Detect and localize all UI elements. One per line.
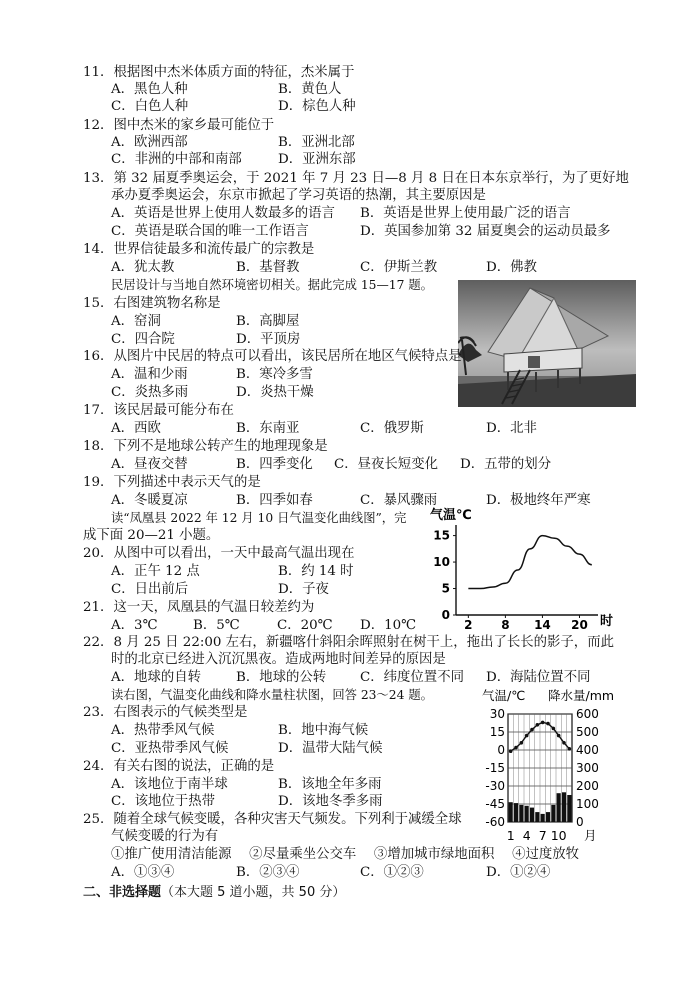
chart2-temp-point <box>557 734 561 738</box>
chart2-precip-tick: 0 <box>576 815 584 829</box>
section-2-note: （本大题 5 道小题，共 50 分） <box>161 885 346 900</box>
chart2-temp-point <box>562 741 566 745</box>
q25-option-a[interactable]: A．①③④ <box>111 865 175 880</box>
section-2-heading: 二、非选择题（本大题 5 道小题，共 50 分） <box>83 885 346 900</box>
q24-option-b[interactable]: B．该地全年多雨 <box>278 777 382 792</box>
q13-option-a[interactable]: A．英语是世界上使用人数最多的语言 <box>111 206 335 221</box>
chart2-precip-bar <box>546 812 550 822</box>
chart2-month-label: 7 <box>538 828 547 843</box>
chart2-precip-bar <box>525 806 529 822</box>
chart2-precip-tick: 500 <box>576 725 599 739</box>
q14-option-d[interactable]: D．佛教 <box>486 260 537 275</box>
temperature-curve-chart <box>426 505 616 633</box>
chart2-temp-tick: -60 <box>485 815 505 829</box>
chart2-month-label: 4 <box>522 828 531 843</box>
q21-option-d[interactable]: D．10℃ <box>360 618 417 633</box>
chart2-temp-point <box>536 723 540 727</box>
intro-20-21: 读“凤凰县 2022 年 12 月 10 日气温变化曲线图”，完 <box>111 511 407 525</box>
chart2-temp-tick: -30 <box>485 779 505 793</box>
chart2-temp-point <box>514 746 518 750</box>
chart2-precip-bar <box>562 792 566 822</box>
intro-20-21-cont: 成下面 20—21 小题。 <box>83 528 220 543</box>
chart2-precip-bar <box>509 802 513 822</box>
q19-option-c[interactable]: C．暴风骤雨 <box>360 493 438 508</box>
q16-option-a[interactable]: A．温和少雨 <box>111 367 188 382</box>
q16-option-d[interactable]: D．炎热干燥 <box>236 385 314 400</box>
chart2-precip-tick: 200 <box>576 779 599 793</box>
q12-option-b[interactable]: B．亚洲北部 <box>278 135 355 150</box>
q19-option-a[interactable]: A．冬暖夏凉 <box>111 493 188 508</box>
q22-stem: 22．8 月 25 日 22:00 左右，新疆喀什斜阳余晖照射在树干上，拖出了长长的影子，而此 <box>83 635 614 650</box>
chart1-xunit: 时 <box>600 614 614 629</box>
q16-option-b[interactable]: B．寒冷多雪 <box>236 367 313 382</box>
intro-23-24: 读右图，气温变化曲线和降水量柱状图，回答 23～24 题。 <box>111 688 433 702</box>
q18-option-b[interactable]: B．四季变化 <box>236 457 313 472</box>
q25-option-d[interactable]: D．①②④ <box>486 865 551 880</box>
q20-option-b[interactable]: B．约 14 时 <box>278 564 354 579</box>
q13-option-d[interactable]: D．英国参加第 32 届夏奥会的运动员最多 <box>360 224 611 239</box>
chart2-precip-bar <box>551 805 555 822</box>
chart2-precip-tick: 400 <box>576 743 599 757</box>
q25-items: ①推广使用清洁能源 ②尽量乘坐公交车 ③增加城市绿地面积 ④过度放牧 <box>111 847 580 862</box>
q11-option-a[interactable]: A．黑色人种 <box>111 82 188 97</box>
stilt-house-image <box>458 280 636 407</box>
q12-option-c[interactable]: C．非洲的中部和南部 <box>111 152 242 167</box>
q15-stem: 15．右图建筑物名称是 <box>83 296 221 311</box>
chart2-temp-point <box>520 741 524 745</box>
q24-option-d[interactable]: D．该地冬季多雨 <box>278 794 383 809</box>
q17-option-a[interactable]: A．西欧 <box>111 421 161 436</box>
chart2-temp-tick: 30 <box>489 707 505 721</box>
chart2-precip-bar <box>535 812 539 822</box>
chart2-precip-bar <box>530 808 534 822</box>
q18-stem: 18．下列不是地球公转产生的地理现象是 <box>83 439 328 454</box>
q16-option-c[interactable]: C．炎热多雨 <box>111 385 189 400</box>
q21-option-a[interactable]: A．3℃ <box>111 618 158 633</box>
chart2-temp-point <box>530 728 534 732</box>
q23-option-c[interactable]: C．亚热带季风气候 <box>111 741 229 756</box>
q17-option-b[interactable]: B．东南亚 <box>236 421 300 436</box>
chart1-xtick-label: 20 <box>571 618 588 632</box>
q16-stem: 16．从图片中民居的特点可以看出，该民居所在地区气候特点是 <box>83 349 462 364</box>
chart2-temp-tick: -15 <box>485 761 505 775</box>
chart2-precip-bar <box>514 803 518 822</box>
chart1-xtick-label: 2 <box>464 618 473 632</box>
chart2-precip-tick: 300 <box>576 761 599 775</box>
q24-option-c[interactable]: C．该地位于热带 <box>111 794 215 809</box>
chart1-temperature-line <box>468 536 591 589</box>
chart2-xunit: 月 <box>584 828 597 843</box>
chart2-temp-point <box>509 749 513 753</box>
q15-option-c[interactable]: C．四合院 <box>111 332 175 347</box>
q15-option-a[interactable]: A．窑洞 <box>111 314 161 329</box>
chart1-ytick-label: 5 <box>441 581 450 596</box>
chart2-temp-tick: -45 <box>485 797 505 811</box>
chart2-temp-tick: 0 <box>497 743 505 757</box>
q11-option-c[interactable]: C．白色人种 <box>111 99 189 114</box>
q15-option-b[interactable]: B．高脚屋 <box>236 314 300 329</box>
q23-option-b[interactable]: B．地中海气候 <box>278 723 369 738</box>
q22-option-b[interactable]: B．地球的公转 <box>236 670 327 685</box>
chart1-xtick-label: 14 <box>534 618 551 632</box>
q14-option-a[interactable]: A．犹太教 <box>111 260 175 275</box>
climograph-chart <box>474 686 624 846</box>
chart2-temp-point <box>525 734 529 738</box>
q22-option-a[interactable]: A．地球的自转 <box>111 670 202 685</box>
chart2-month-label: 10 <box>550 828 567 843</box>
q11-option-b[interactable]: B．黄色人 <box>278 82 342 97</box>
q11-option-d[interactable]: D．棕色人种 <box>278 99 356 114</box>
chart1-ytick-label: 0 <box>441 608 450 622</box>
q14-option-c[interactable]: C．伊斯兰教 <box>360 260 438 275</box>
q19-option-d[interactable]: D．极地终年严寒 <box>486 493 591 508</box>
chart2-temp-point <box>552 727 556 731</box>
q20-stem: 20．从图中可以看出，一天中最高气温出现在 <box>83 546 355 561</box>
q18-option-a[interactable]: A．昼夜交替 <box>111 457 188 472</box>
q25-option-c[interactable]: C．①②③ <box>360 865 424 880</box>
chart2-temp-tick: 15 <box>489 725 505 739</box>
chart1-xtick-label: 8 <box>501 618 510 632</box>
chart1-ytick-label: 15 <box>433 528 450 543</box>
q22-option-d[interactable]: D．海陆位置不同 <box>486 670 591 685</box>
q25-option-b[interactable]: B．②③④ <box>236 865 300 880</box>
q20-option-c[interactable]: C．日出前后 <box>111 582 189 597</box>
chart2-temp-point <box>541 721 545 725</box>
q13-option-b[interactable]: B．英语是世界上使用最广泛的语言 <box>360 206 571 221</box>
q13-stem: 13．第 32 届夏季奥运会，于 2021 年 7 月 23 日—8 月 8 日在日本东京举行，为了更好地 <box>83 171 629 186</box>
chart2-month-label: 1 <box>506 828 515 843</box>
q21-option-b[interactable]: B．5℃ <box>193 618 240 633</box>
q14-stem: 14．世界信徒最多和流传最广的宗教是 <box>83 242 315 257</box>
q19-stem: 19．下列描述中表示天气的是 <box>83 475 261 490</box>
chart2-precip-bar <box>541 814 545 822</box>
q22-option-c[interactable]: C．纬度位置不同 <box>360 670 464 685</box>
q23-option-d[interactable]: D．温带大陆气候 <box>278 741 383 756</box>
q24-stem: 24．有关右图的说法，正确的是 <box>83 759 275 774</box>
q17-option-c[interactable]: C．俄罗斯 <box>360 421 424 436</box>
q25-stem-cont: 气候变暖的行为有 <box>111 829 219 844</box>
q23-option-a[interactable]: A．热带季风气候 <box>111 723 215 738</box>
q21-stem: 21．这一天，凤凰县的气温日较差约为 <box>83 600 315 615</box>
chart2-precip-bar <box>519 805 523 822</box>
q21-option-c[interactable]: C．20℃ <box>277 618 333 633</box>
q12-option-a[interactable]: A．欧洲西部 <box>111 135 188 150</box>
chart2-temp-point <box>568 747 572 751</box>
q23-stem: 23．右图表示的气候类型是 <box>83 705 248 720</box>
chart2-precip-tick: 600 <box>576 707 599 721</box>
q18-option-c[interactable]: C．昼夜长短变化 <box>334 457 438 472</box>
chart1-ylabel: 气温℃ <box>430 508 472 523</box>
q11-stem: 11．根据图中杰米体质方面的特征，杰米属于 <box>83 65 355 80</box>
q19-option-b[interactable]: B．四季如春 <box>236 493 313 508</box>
q13-stem-cont: 承办夏季奥运会，东京市掀起了学习英语的热潮，其主要原因是 <box>111 188 486 203</box>
chart1-ytick-label: 10 <box>433 555 450 570</box>
chart2-precip-label: 降水量/mm <box>548 688 615 703</box>
intro-15-17: 民居设计与当地自然环境密切相关。据此完成 15—17 题。 <box>111 278 433 292</box>
chart2-temp-point <box>546 722 550 726</box>
q14-option-b[interactable]: B．基督教 <box>236 260 300 275</box>
q12-option-d[interactable]: D．亚洲东部 <box>278 152 356 167</box>
q15-option-d[interactable]: D．平顶房 <box>236 332 301 347</box>
chart2-precip-tick: 100 <box>576 797 599 811</box>
q20-option-d[interactable]: D．子夜 <box>278 582 329 597</box>
q12-stem: 12．图中杰米的家乡最可能位于 <box>83 118 275 133</box>
q17-stem: 17．该民居最可能分布在 <box>83 403 234 418</box>
chart2-precip-bar <box>567 795 571 822</box>
chart2-temp-label: 气温/℃ <box>482 688 526 703</box>
chart2-precip-bar <box>557 793 561 822</box>
q18-option-d[interactable]: D．五带的划分 <box>460 457 552 472</box>
q20-option-a[interactable]: A．正午 12 点 <box>111 564 200 579</box>
q13-option-c[interactable]: C．英语是联合国的唯一工作语言 <box>111 224 309 239</box>
q25-stem: 25．随着全球气候变暖，各种灾害天气频发。下列利于减缓全球 <box>83 812 462 827</box>
q24-option-a[interactable]: A．该地位于南半球 <box>111 777 228 792</box>
q22-stem-cont: 时的北京已经进入沉沉黑夜。造成两地时间差异的原因是 <box>111 652 446 667</box>
q17-option-d[interactable]: D．北非 <box>486 421 537 436</box>
